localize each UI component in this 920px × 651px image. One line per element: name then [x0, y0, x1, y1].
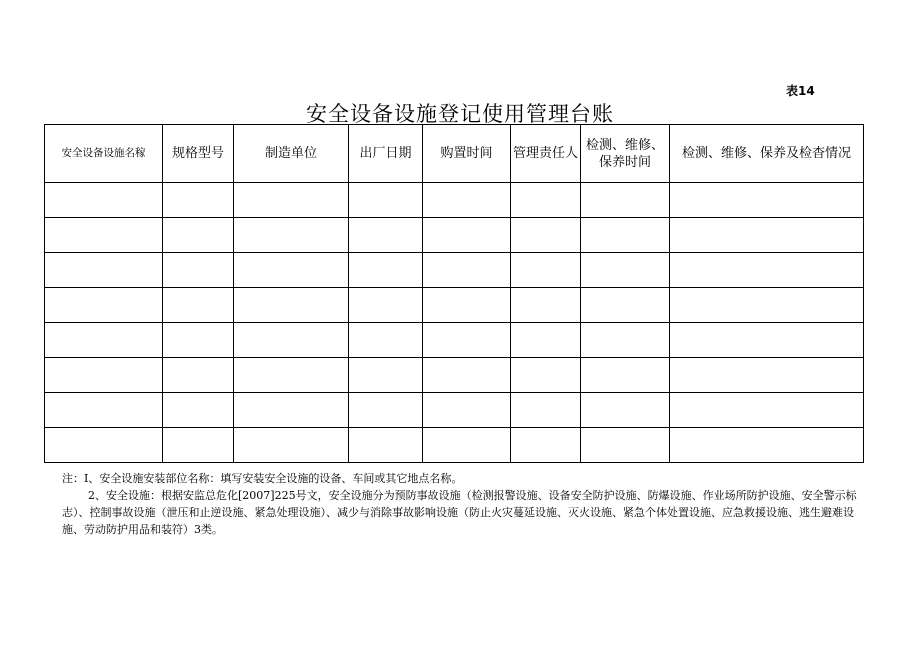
- table-cell[interactable]: [45, 183, 163, 218]
- table-cell[interactable]: [163, 218, 234, 253]
- table-cell[interactable]: [670, 428, 864, 463]
- ledger-table: [44, 124, 864, 463]
- table-cell[interactable]: [234, 183, 349, 218]
- table-row: [45, 218, 864, 253]
- table-body: [45, 183, 864, 463]
- col-header-manufacturer: 制造单位: [234, 125, 349, 183]
- table-cell[interactable]: [349, 218, 423, 253]
- table-cell[interactable]: [511, 288, 581, 323]
- table-cell[interactable]: [349, 183, 423, 218]
- table-cell[interactable]: [45, 288, 163, 323]
- table-cell[interactable]: [45, 428, 163, 463]
- table-cell[interactable]: [234, 428, 349, 463]
- table-cell[interactable]: [234, 323, 349, 358]
- table-cell[interactable]: [349, 428, 423, 463]
- table-row: [45, 253, 864, 288]
- col-header-model: 规格型号: [163, 125, 234, 183]
- table-row: [45, 358, 864, 393]
- table-cell[interactable]: [234, 358, 349, 393]
- table-cell[interactable]: [349, 323, 423, 358]
- col-header-equipment-name: 安全设备设施名稼: [45, 125, 163, 183]
- table-cell[interactable]: [45, 323, 163, 358]
- table-cell[interactable]: [349, 253, 423, 288]
- table-cell[interactable]: [423, 288, 511, 323]
- table-cell[interactable]: [670, 218, 864, 253]
- table-cell[interactable]: [423, 393, 511, 428]
- form-code: 表14: [786, 84, 815, 98]
- table-cell[interactable]: [234, 253, 349, 288]
- table-cell[interactable]: [581, 428, 670, 463]
- table-cell[interactable]: [581, 323, 670, 358]
- table-cell[interactable]: [349, 393, 423, 428]
- table-cell[interactable]: [511, 218, 581, 253]
- table-cell[interactable]: [581, 253, 670, 288]
- table-cell[interactable]: [163, 323, 234, 358]
- table-cell[interactable]: [234, 218, 349, 253]
- table-cell[interactable]: [581, 393, 670, 428]
- table-cell[interactable]: [511, 183, 581, 218]
- table-cell[interactable]: [581, 183, 670, 218]
- note-line-1: 注：I、安全设施安装部位名称：填写安装安全设施的设备、车间或其它地点名称。: [62, 472, 463, 485]
- table-cell[interactable]: [234, 288, 349, 323]
- table-row: [45, 288, 864, 323]
- table-cell[interactable]: [163, 183, 234, 218]
- table-cell[interactable]: [423, 428, 511, 463]
- table-cell[interactable]: [670, 393, 864, 428]
- table-cell[interactable]: [349, 358, 423, 393]
- table-cell[interactable]: [581, 218, 670, 253]
- table-cell[interactable]: [45, 358, 163, 393]
- table-cell[interactable]: [670, 183, 864, 218]
- table-row: [45, 393, 864, 428]
- notes: [62, 470, 872, 538]
- table-cell[interactable]: [670, 253, 864, 288]
- table-cell[interactable]: [511, 393, 581, 428]
- table-cell[interactable]: [423, 358, 511, 393]
- table-header-row: [45, 125, 864, 183]
- table-cell[interactable]: [511, 323, 581, 358]
- col-header-maintenance-time: 检测、维修、 保养时间: [581, 125, 670, 183]
- table-cell[interactable]: [670, 288, 864, 323]
- col-header-responsible-person: 管理责任人: [511, 125, 581, 183]
- table-cell[interactable]: [423, 253, 511, 288]
- document-title: 安全设备设施登记使用管理台账: [306, 102, 614, 126]
- table-cell[interactable]: [581, 358, 670, 393]
- table-cell[interactable]: [670, 358, 864, 393]
- table-cell[interactable]: [45, 253, 163, 288]
- table-cell[interactable]: [163, 358, 234, 393]
- table-row: [45, 183, 864, 218]
- table-cell[interactable]: [423, 218, 511, 253]
- table-cell[interactable]: [163, 393, 234, 428]
- table-cell[interactable]: [423, 183, 511, 218]
- table-cell[interactable]: [511, 253, 581, 288]
- table-row: [45, 323, 864, 358]
- table-cell[interactable]: [163, 428, 234, 463]
- col-header-maintenance-status: 检测、维修、保养及检杳情况: [670, 125, 864, 183]
- table-cell[interactable]: [163, 253, 234, 288]
- table-cell[interactable]: [423, 323, 511, 358]
- table-cell[interactable]: [45, 393, 163, 428]
- table-cell[interactable]: [349, 288, 423, 323]
- table-cell[interactable]: [45, 218, 163, 253]
- table-cell[interactable]: [163, 288, 234, 323]
- col-header-manufacture-date: 出厂日期: [349, 125, 423, 183]
- col-header-purchase-time: 购置时间: [423, 125, 511, 183]
- table-cell[interactable]: [670, 323, 864, 358]
- table-cell[interactable]: [511, 428, 581, 463]
- table-cell[interactable]: [581, 288, 670, 323]
- table-row: [45, 428, 864, 463]
- table-cell[interactable]: [511, 358, 581, 393]
- table-cell[interactable]: [234, 393, 349, 428]
- note-line-2: 2、安全设施：根据安监总危化[2007]225号文，安全设施分为预防事故设施（检测报警设施、设备安全防护设施、防爆设施、作业场所防护设施、安全警示标志）、控制事故设施（泄压和止逆设施、紧急处理设施）、减少与消除事故影响设施（防止火灾蔓延设施、灭火设施、紧急个体处置设施、应急救援设施、逃生避难设施、劳动防护用品和装符）3类。: [62, 489, 857, 536]
